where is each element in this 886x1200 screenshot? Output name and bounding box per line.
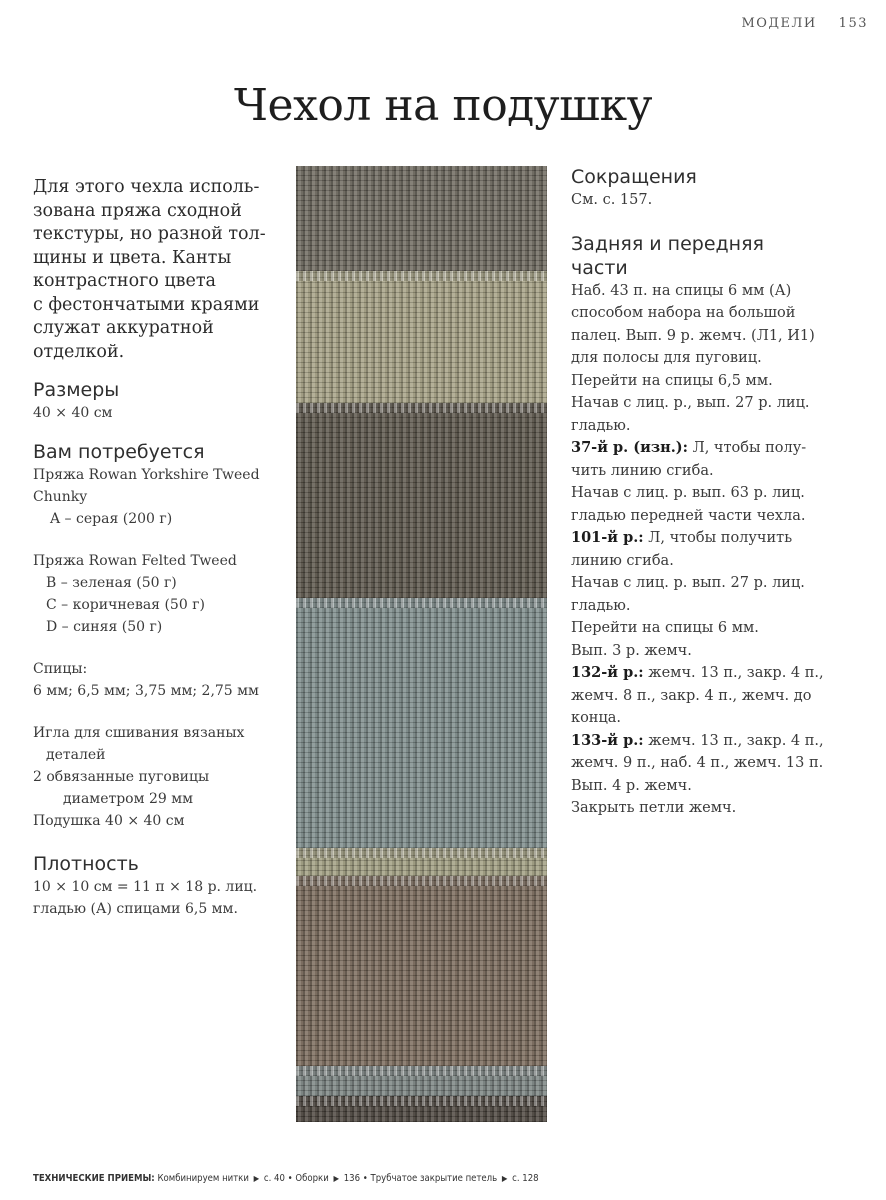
stripe-green-edge <box>296 848 547 876</box>
footer-ref-2: Оборки <box>295 1173 329 1184</box>
instruction-line: жемч. 9 п., наб. 4 п., жемч. 13 п. <box>571 755 824 771</box>
stripe-tweed-brown <box>296 876 547 1066</box>
scalloped-edge <box>296 1096 547 1106</box>
scalloped-edge <box>296 1066 547 1076</box>
knitted-swatch-photo <box>296 166 547 1122</box>
footer-ref-2-page: 136 <box>343 1173 361 1184</box>
stripe-dark-bottom <box>296 1096 547 1122</box>
instruction-line: Наб. 43 п. на спицы 6 мм (А) <box>571 282 792 299</box>
left-column <box>33 176 273 920</box>
needles-label: Спицы: <box>33 661 88 677</box>
instruction-line: Начав с лиц. р. вып. 63 р. лиц. <box>571 485 805 501</box>
scalloped-edge <box>296 403 547 413</box>
instruction-line: Вып. 3 р. жемч. <box>571 642 692 659</box>
row-label: 133-й р.: <box>571 731 644 749</box>
instruction-line: Начав с лиц. р. вып. 27 р. лиц. <box>571 575 805 591</box>
instruction-line: Вып. 4 р. жемч. <box>571 777 692 794</box>
instruction-line: Перейти на спицы 6 мм. <box>571 620 759 636</box>
extra-pillow: Подушка 40 × 40 см <box>33 813 185 829</box>
stripe-brown <box>296 403 547 598</box>
instruction-line: 133-й р.: жемч. 13 п., закр. 4 п., <box>571 731 824 749</box>
instruction-line: способом набора на большой <box>571 305 796 321</box>
stripe-blue-edge <box>296 1066 547 1096</box>
footer-ref-1: Комбинируем нитки <box>157 1173 249 1184</box>
footer-label: ТЕХНИЧЕСКИЕ ПРИЕМЫ: <box>33 1173 155 1184</box>
instruction-line: для полосы для пуговиц. <box>571 350 762 366</box>
yarn1-color: A – серая (200 г) <box>50 511 173 527</box>
instruction-line: Закрыть петли жемч. <box>571 800 737 816</box>
yarn1-name: Пряжа Rowan Yorkshire Tweed Chunky <box>33 467 260 505</box>
instructions-heading: Задняя и передняя части <box>571 232 764 279</box>
triangle-icon: ▶ <box>253 1174 260 1183</box>
yarn2-color-c: C – коричневая (50 г) <box>46 597 205 613</box>
scalloped-edge <box>296 876 547 886</box>
section-name: МОДЕЛИ <box>741 16 817 31</box>
instruction-line: гладью передней части чехла. <box>571 507 806 524</box>
instruction-line: палец. Вып. 9 р. жемч. (Л1, И1) <box>571 327 815 344</box>
extra-buttons: 2 обвязанные пуговицы диаметром 29 мм <box>33 769 210 807</box>
instructions-text <box>571 280 871 820</box>
materials-heading: Вам потребуется <box>33 441 205 463</box>
scalloped-edge <box>296 598 547 608</box>
instruction-line: конца. <box>571 710 622 726</box>
instruction-line: 101-й р.: Л, чтобы получить <box>571 529 793 546</box>
scalloped-edge <box>296 848 547 858</box>
gauge-heading: Плотность <box>33 853 139 875</box>
instruction-line: Начав с лиц. р., вып. 27 р. лиц. <box>571 395 810 411</box>
row-label: 132-й р.: <box>571 664 644 681</box>
abbr-value: См. с. 157. <box>571 192 653 208</box>
row-label: 37-й р. (изн.): <box>571 439 688 456</box>
needles-value: 6 мм; 6,5 мм; 3,75 мм; 2,75 мм <box>33 683 259 699</box>
intro-text: Для этого чехла исполь- зована пряжа сходной текстуры, но разной тол- щины и цвета. Канты контрастного цвета с фестончатыми краями служат аккуратной отделкой. <box>33 177 266 362</box>
stripe-blue <box>296 598 547 848</box>
instruction-line: Перейти на спицы 6,5 мм. <box>571 372 773 389</box>
sizes-heading: Размеры <box>33 379 120 401</box>
row-label: 101-й р.: <box>571 529 644 546</box>
instruction-line: 132-й р.: жемч. 13 п., закр. 4 п., <box>571 664 824 681</box>
instruction-line: гладью. <box>571 417 631 434</box>
yarn2-name: Пряжа Rowan Felted Tweed <box>33 553 237 569</box>
page-number: 153 <box>838 16 868 31</box>
abbr-heading: Сокращения <box>571 166 697 188</box>
sizes-value: 40 × 40 см <box>33 405 113 421</box>
instruction-line: гладью. <box>571 597 631 614</box>
footer-ref-3-page: c. 128 <box>512 1173 539 1184</box>
footer-ref-1-page: c. 40 <box>263 1173 285 1184</box>
page-title: Чехол на подушку <box>234 80 652 131</box>
yarn2-color-b: B – зеленая (50 г) <box>46 575 177 591</box>
instruction-line: линию сгиба. <box>571 552 674 569</box>
right-column <box>571 165 871 820</box>
yarn2-color-d: D – синяя (50 г) <box>46 619 163 635</box>
triangle-icon: ▶ <box>333 1174 340 1183</box>
instruction-line: 37-й р. (изн.): Л, чтобы полу- <box>571 439 807 456</box>
stripe-green <box>296 271 547 403</box>
scalloped-edge <box>296 271 547 281</box>
instruction-line: жемч. 8 п., закр. 4 п., жемч. до <box>571 687 812 704</box>
footer-ref-3: Трубчатое закрытие петель <box>370 1173 498 1184</box>
extra-needle: Игла для сшивания вязаных деталей <box>33 725 245 763</box>
gauge-text: 10 × 10 см = 11 п × 18 р. лиц. гладью (А) спицами 6,5 мм. <box>33 879 258 917</box>
triangle-icon: ▶ <box>501 1174 508 1183</box>
stripe-grey-top <box>296 166 547 271</box>
instruction-line: чить линию сгиба. <box>571 462 714 479</box>
running-head <box>741 16 868 31</box>
footer-cross-references: ТЕХНИЧЕСКИЕ ПРИЕМЫ: Комбинируем нитки ▶ c. 40 • Оборки ▶ 136 • Трубчатое закрытие петель ▶ c. 128 <box>33 1173 539 1184</box>
